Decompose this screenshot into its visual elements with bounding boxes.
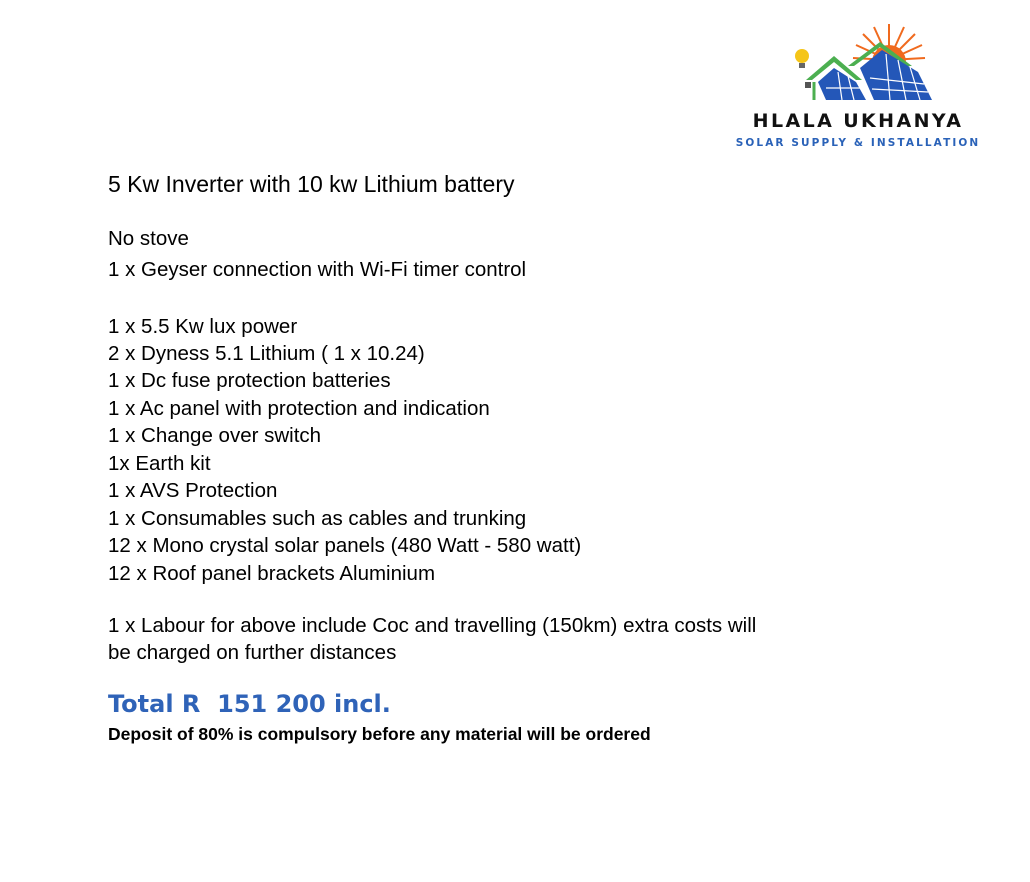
total-price: Total R 151 200 incl.	[108, 690, 391, 718]
item-line: 1 x Dc fuse protection batteries	[108, 369, 391, 392]
labour-line: be charged on further distances	[108, 641, 397, 664]
item-line: 1x Earth kit	[108, 452, 211, 475]
labour-line: 1 x Labour for above include Coc and travelling (150km) extra costs will	[108, 614, 757, 637]
item-line: 1 x Ac panel with protection and indication	[108, 397, 490, 420]
item-line: 12 x Roof panel brackets Aluminium	[108, 562, 436, 585]
quote-heading: 5 Kw Inverter with 10 kw Lithium battery	[108, 171, 515, 197]
note-line: No stove	[108, 227, 189, 250]
item-line: 2 x Dyness 5.1 Lithium ( 1 x 10.24)	[108, 342, 425, 365]
item-line: 12 x Mono crystal solar panels (480 Watt - 580 watt)	[108, 534, 582, 557]
deposit-notice: Deposit of 80% is compulsory before any material will be ordered	[108, 724, 651, 744]
note-line: 1 x Geyser connection with Wi-Fi timer control	[108, 258, 527, 281]
item-line: 1 x AVS Protection	[108, 479, 278, 502]
item-line: 1 x Change over switch	[108, 424, 322, 447]
item-line: 1 x 5.5 Kw lux power	[108, 315, 298, 338]
company-logo	[728, 20, 988, 150]
solar-house-logo-icon	[786, 20, 936, 104]
item-line: 1 x Consumables such as cables and trunking	[108, 507, 527, 530]
brand-tagline: SOLAR SUPPLY & INSTALLATION	[735, 137, 981, 149]
brand-name: HLALA UKHANYA	[752, 110, 964, 132]
